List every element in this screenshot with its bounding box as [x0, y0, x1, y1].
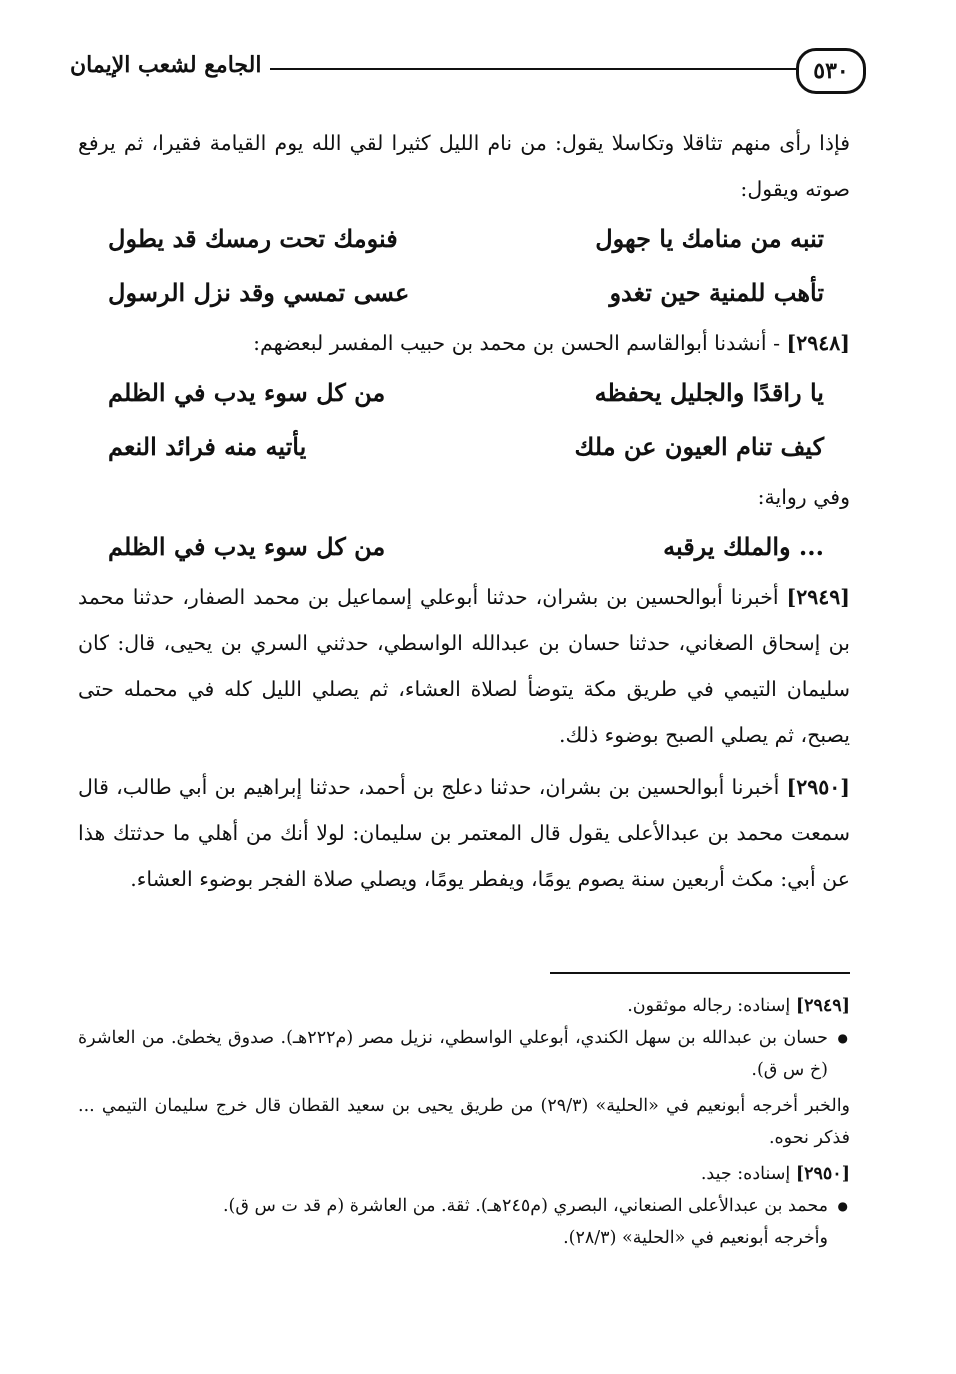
hemistich-second: عسى تمسي وقد نزل الرسول — [108, 278, 410, 307]
verse-line — [78, 520, 850, 574]
hemistich-first: كيف تنام العيون عن ملك — [574, 432, 824, 461]
paragraph-text: أخبرنا أبوالحسين بن بشران، حدثنا دعلج بن أحمد، حدثنا إبراهيم بن أبي طالب، قال سمعت محمد بن عبدالأعلى يقول قال المعتمر بن سليمان: لولا أنك من أهلي ما حدثتك هذا عن أبي: مكث أربعين سنة يصوم يومًا، ويفطر يومًا، ويصلي صلاة الفجر بوضوء العشاء. — [78, 775, 850, 891]
main-text — [78, 120, 850, 902]
running-title: الجامع لشعب الإيمان — [70, 52, 269, 78]
footnote-rule — [550, 972, 850, 974]
paragraph-text: أخبرنا أبوالحسين بن بشران، حدثنا أبوعلي إسماعيل بن محمد الصفار، حدثنا محمد بن إسحاق الصغاني، حدثنا حسان بن عبدالله الواسطي، حدثني السري بن يحيى، قال: كان سليمان التيمي في طريق مكة يتوضأ لصلاة العشاء، ثم يصلي الليل كله في محمله حتى يصبح، ثم يصلي الصبح بوضوء ذلك. — [78, 585, 850, 747]
footnote-narrator: ● حسان بن عبدالله بن سهل الكندي، أبوعلي الواسطي، نزيل مصر (م٢٢٢هـ). صدوق يخطئ. من العاشرة (خ س ق). — [78, 1022, 850, 1086]
header-rule — [270, 68, 802, 70]
hemistich-second: يأتيه منه فرائد النعم — [108, 432, 307, 461]
hemistich-first: تنبه من منامك يا جهول — [595, 224, 824, 253]
footnote-narrator: ● محمد بن عبدالأعلى الصنعاني، البصري (م٢٤٥هـ). ثقة. من العاشرة (م قد ت س ق). — [78, 1190, 850, 1222]
footnote-number: [٢٩٤٩] — [795, 996, 850, 1016]
paragraph-2948 — [78, 320, 850, 366]
verse-line — [78, 366, 850, 420]
footnotes — [78, 990, 850, 1254]
paragraph-2949 — [78, 574, 850, 758]
page-header — [70, 42, 866, 112]
hadith-number: [٢٩٥٠] — [786, 775, 850, 799]
verse-line — [78, 266, 850, 320]
footnote-source: وأخرجه أبونعيم في «الحلية» (٢٨/٣). — [563, 1228, 828, 1248]
paragraph-text: - أنشدنا أبوالقاسم الحسن بن محمد بن حبيب المفسر لبعضهم: — [253, 331, 787, 355]
paragraph-intro: فإذا رأى منهم تثاقلا وتكاسلا يقول: من نام الليل كثيرا لقي الله يوم القيامة فقيرا، ثم يرفع صوته ويقول: — [78, 131, 850, 201]
hadith-number: [٢٩٤٨] — [786, 331, 850, 355]
paragraph-variant: وفي رواية: — [757, 485, 850, 509]
hemistich-second: فنومك تحت رمسك قد يطول — [108, 224, 398, 253]
hemistich-first: ... والملك يرقبه — [663, 532, 824, 561]
hemistich-second: من كل سوء يدب في الظلم — [108, 378, 386, 407]
verse-line — [78, 212, 850, 266]
verse-line — [78, 420, 850, 474]
footnote-2950 — [78, 1158, 850, 1190]
footnote-source: والخبر أخرجه أبونعيم في «الحلية» (٢٩/٣) من طريق يحيى بن سعيد القطان قال خرج سليمان التيمي ... فذكر نحوه. — [78, 1096, 851, 1148]
footnote-text: إسناده: جيد. — [700, 1164, 796, 1184]
footnote-2949 — [78, 990, 850, 1022]
hemistich-first: يا راقدًا والجليل يحفظه — [594, 378, 824, 407]
hemistich-second: من كل سوء يدب في الظلم — [108, 532, 386, 561]
page-number: ٥٣٠ — [796, 48, 866, 94]
paragraph-2950 — [78, 764, 850, 902]
hemistich-first: تأهب للمنية حين تغدو — [609, 278, 824, 307]
footnote-number: [٢٩٥٠] — [795, 1164, 850, 1184]
hadith-number: [٢٩٤٩] — [786, 585, 850, 609]
footnote-text: إسناده: رجاله موثقون. — [627, 996, 796, 1016]
